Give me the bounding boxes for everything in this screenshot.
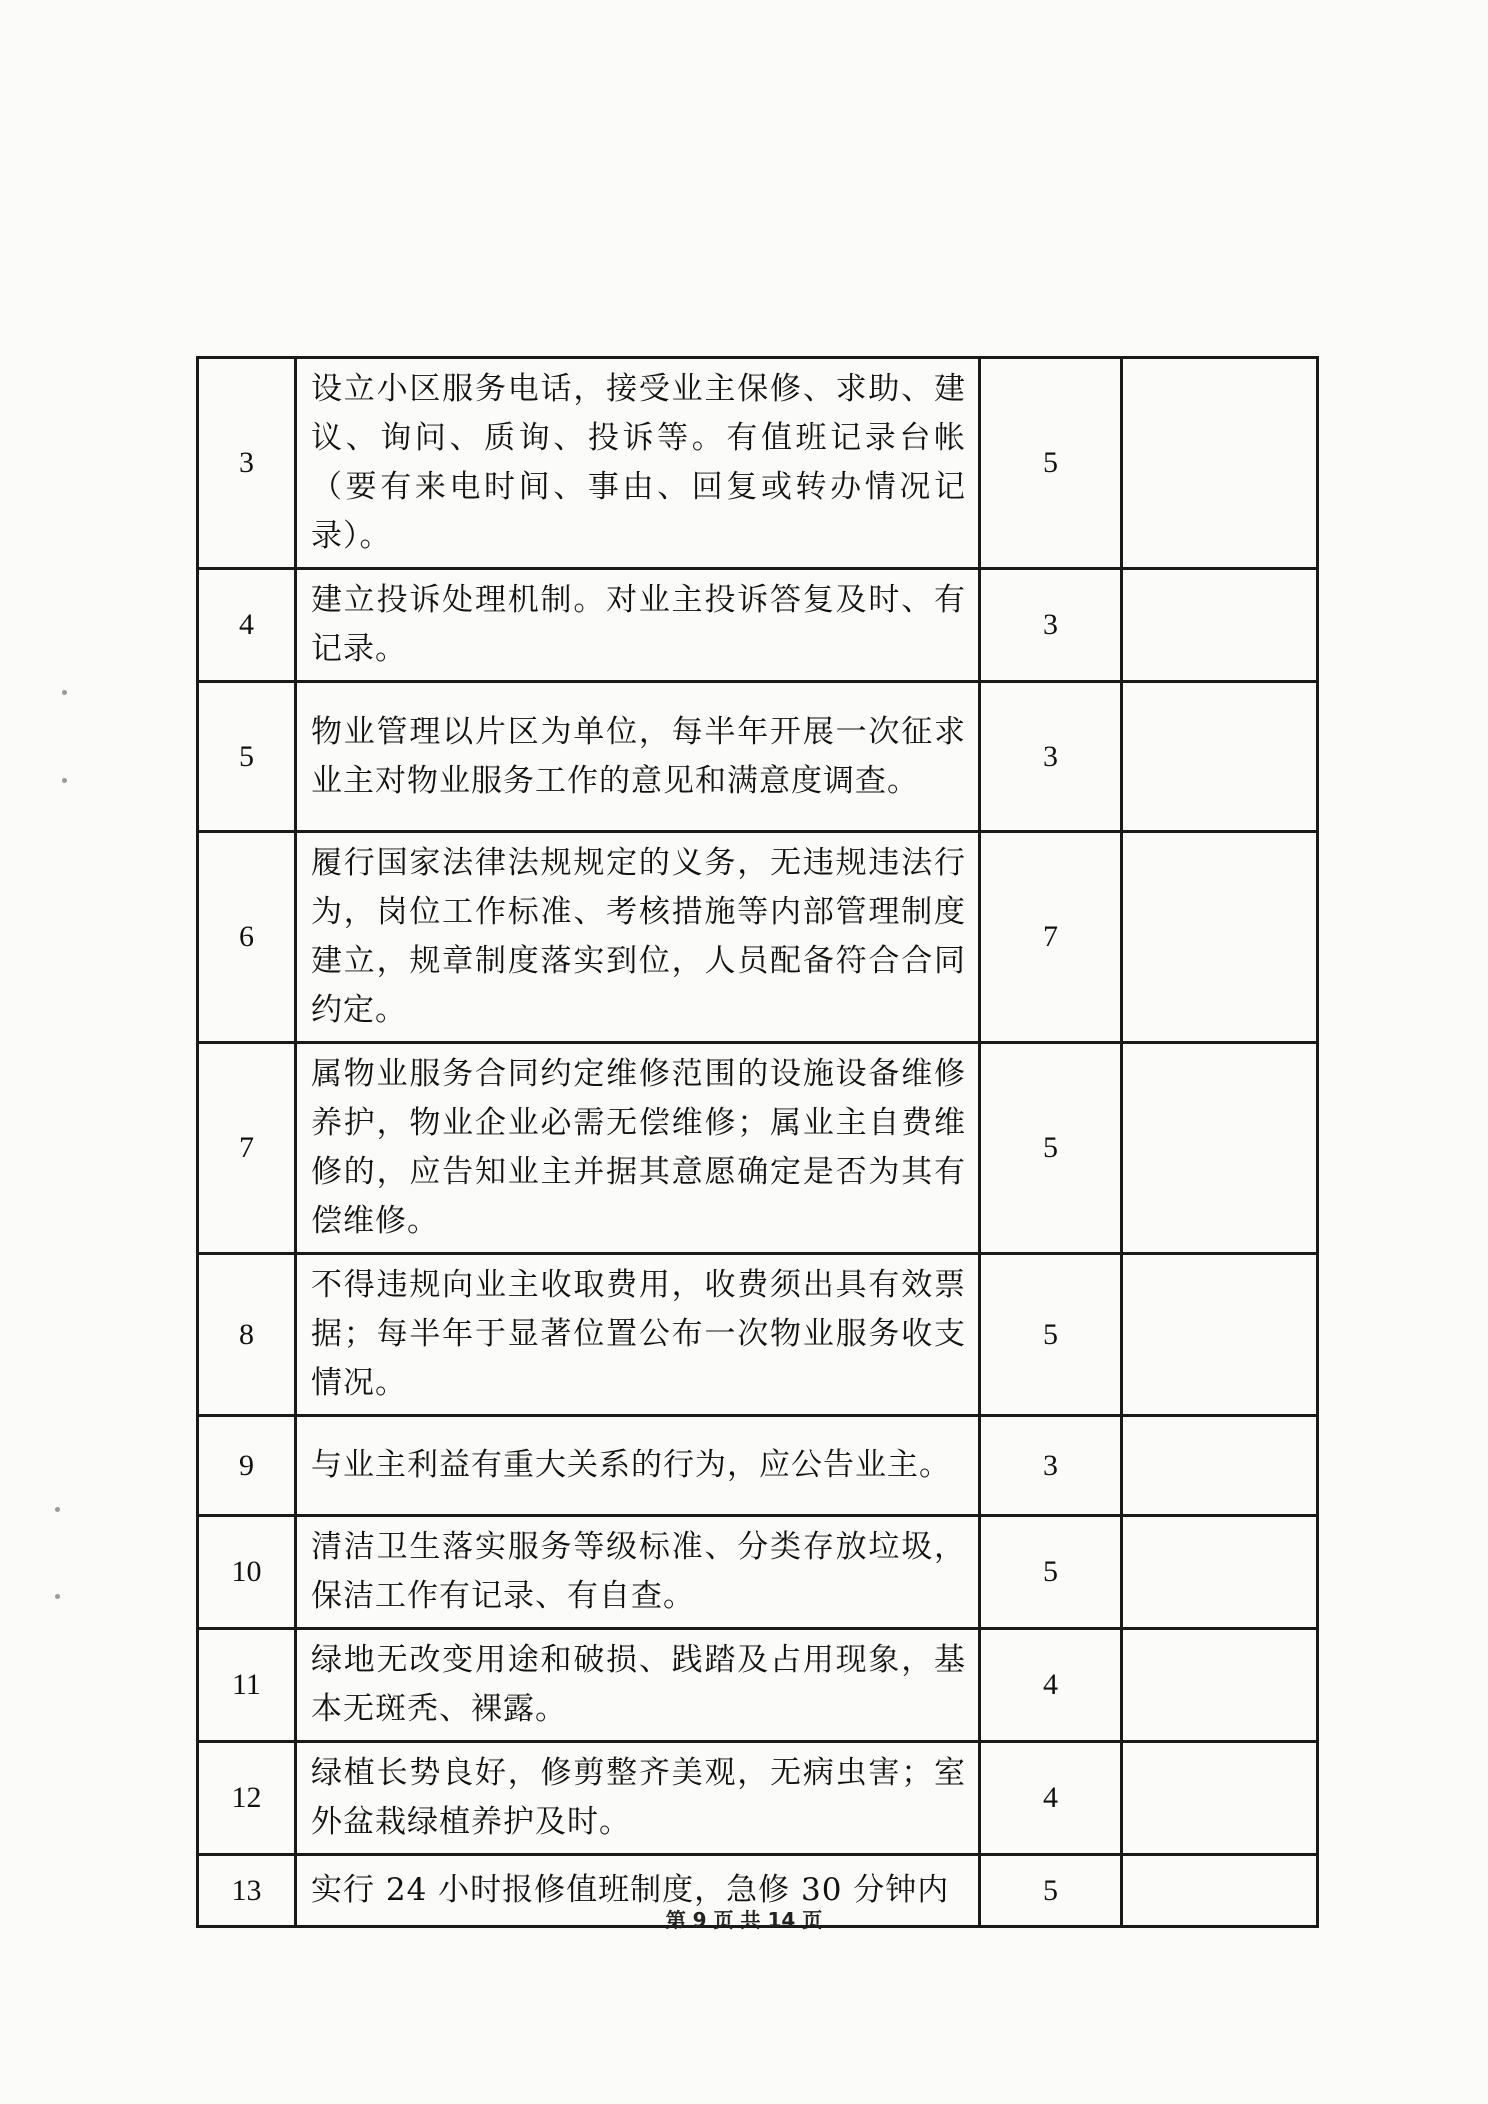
table-row (198, 832, 1318, 1043)
item-criteria: 属物业服务合同约定维修范围的设施设备维修养护，物业企业必需无偿维修；属业主自费维修的，应告知业主并据其意愿确定是否为其有偿维修。 (296, 1043, 980, 1254)
scan-speck (62, 778, 67, 783)
scan-speck (62, 690, 67, 695)
table-row (198, 682, 1318, 832)
table-row (198, 1416, 1318, 1516)
item-criteria: 建立投诉处理机制。对业主投诉答复及时、有记录。 (296, 569, 980, 682)
item-result-cell (1122, 1254, 1318, 1416)
item-result-cell (1122, 1742, 1318, 1855)
item-result-cell (1122, 358, 1318, 569)
item-criteria: 绿植长势良好，修剪整齐美观，无病虫害；室外盆栽绿植养护及时。 (296, 1742, 980, 1855)
item-criteria: 不得违规向业主收取费用，收费须出具有效票据；每半年于显著位置公布一次物业服务收支情况。 (296, 1254, 980, 1416)
item-result-cell (1122, 569, 1318, 682)
item-criteria: 实行 24 小时报修值班制度，急修 30 分钟内 (296, 1855, 980, 1927)
item-number: 6 (198, 832, 296, 1043)
table-row (198, 1043, 1318, 1254)
item-number: 11 (198, 1629, 296, 1742)
item-criteria: 与业主利益有重大关系的行为，应公告业主。 (296, 1416, 980, 1516)
table-row (198, 569, 1318, 682)
assessment-table (196, 356, 1319, 1928)
item-score: 5 (980, 1254, 1122, 1416)
page-number-footer: 第 9 页 共 14 页 (665, 1908, 823, 1932)
item-score: 3 (980, 1416, 1122, 1516)
item-number: 3 (198, 358, 296, 569)
item-criteria: 清洁卫生落实服务等级标准、分类存放垃圾，保洁工作有记录、有自查。 (296, 1516, 980, 1629)
item-number: 4 (198, 569, 296, 682)
item-criteria: 设立小区服务电话，接受业主保修、求助、建议、询问、质询、投诉等。有值班记录台帐（要有来电时间、事由、回复或转办情况记录）。 (296, 358, 980, 569)
item-score: 5 (980, 1855, 1122, 1927)
item-number: 9 (198, 1416, 296, 1516)
item-number: 7 (198, 1043, 296, 1254)
item-result-cell (1122, 1043, 1318, 1254)
table-row (198, 358, 1318, 569)
item-score: 7 (980, 832, 1122, 1043)
item-result-cell (1122, 1516, 1318, 1629)
scan-speck (55, 1507, 60, 1512)
item-score: 3 (980, 569, 1122, 682)
item-number: 10 (198, 1516, 296, 1629)
item-number: 13 (198, 1855, 296, 1927)
item-score: 3 (980, 682, 1122, 832)
item-result-cell (1122, 1416, 1318, 1516)
item-score: 5 (980, 358, 1122, 569)
item-criteria: 绿地无改变用途和破损、践踏及占用现象，基本无斑秃、裸露。 (296, 1629, 980, 1742)
item-score: 5 (980, 1043, 1122, 1254)
item-criteria: 物业管理以片区为单位，每半年开展一次征求业主对物业服务工作的意见和满意度调查。 (296, 682, 980, 832)
scan-speck (55, 1594, 60, 1599)
item-criteria: 履行国家法律法规规定的义务，无违规违法行为，岗位工作标准、考核措施等内部管理制度建立，规章制度落实到位，人员配备符合合同约定。 (296, 832, 980, 1043)
table-row (198, 1254, 1318, 1416)
item-number: 8 (198, 1254, 296, 1416)
item-result-cell (1122, 682, 1318, 832)
item-result-cell (1122, 832, 1318, 1043)
item-number: 5 (198, 682, 296, 832)
item-number: 12 (198, 1742, 296, 1855)
item-result-cell (1122, 1629, 1318, 1742)
item-score: 5 (980, 1516, 1122, 1629)
item-score: 4 (980, 1742, 1122, 1855)
table-row (198, 1516, 1318, 1629)
table-row (198, 1742, 1318, 1855)
table-row (198, 1629, 1318, 1742)
item-score: 4 (980, 1629, 1122, 1742)
